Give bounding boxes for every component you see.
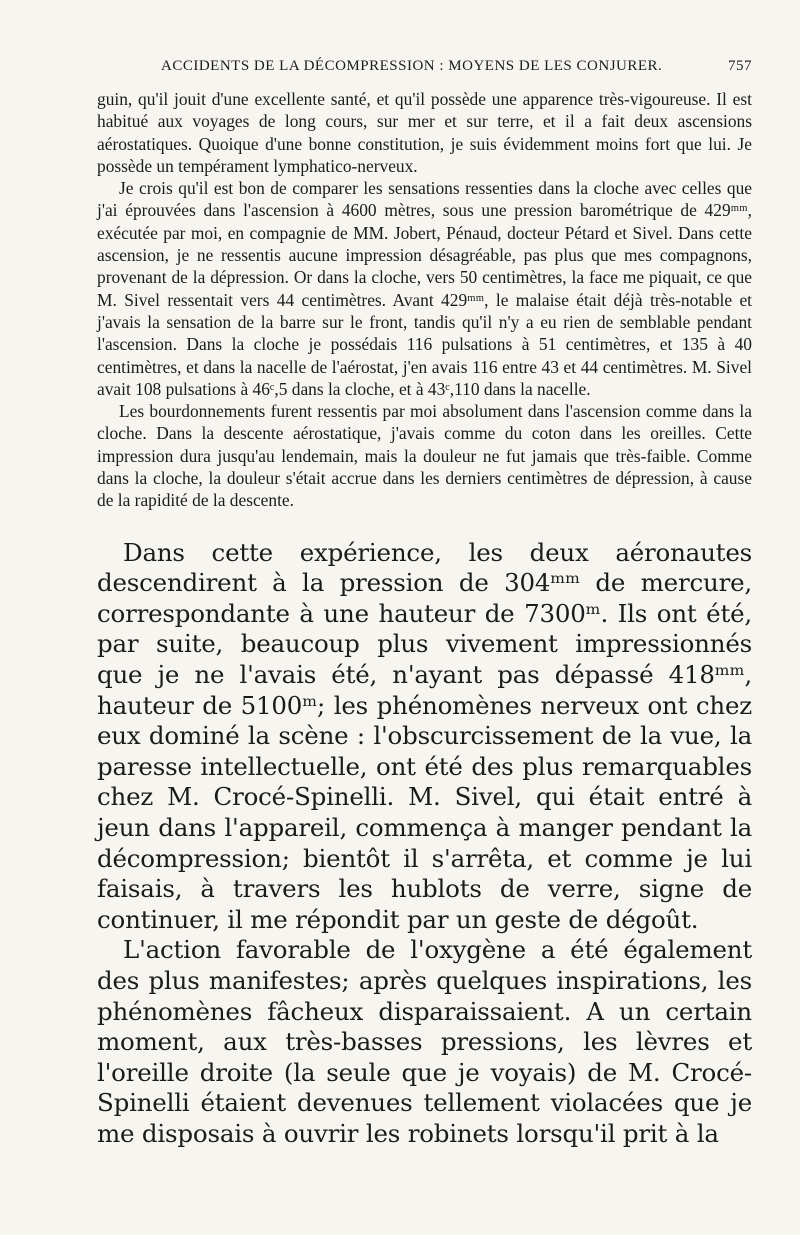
running-title: ACCIDENTS DE LA DÉCOMPRESSION : MOYENS DE LES CONJURER. xyxy=(161,58,663,74)
page-number: 757 xyxy=(728,58,752,74)
paragraph-experience: Dans cette expérience, les deux aéronautes descendirent à la pression de 304ᵐᵐ de mercure, correspondante à une hauteur de 7300ᵐ. Ils ont été, par suite, beaucoup plus vivement impressionnés que je ne l'avais été, n'ayant pas dépassé 418ᵐᵐ, hauteur de 5100ᵐ; les phénomènes nerveux ont chez eux dominé la scène : l'obscurcissement de la vue, la paresse intellectuelle, ont été des plus remarquables chez M. Crocé-Spinelli. M. Sivel, qui était entré à jeun dans l'appareil, commença à manger pendant la décompression; bientôt il s'arrêta, et comme je lui faisais, à travers les hublots de verre, signe de continuer, il me répondit par un geste de dégoût. xyxy=(97,537,752,934)
paragraph-continuation: guin, qu'il jouit d'une excellente santé, et qu'il possède une apparence très-vigoureuse. Il est habitué aux voyages de long cours, sur mer et sur terre, et il a fait deux ascensions aérostatiques. Quoique d'une bonne constitution, je suis évidemment moins fort que lui. Je possède un tempérament lymphatico-nerveux. xyxy=(97,89,752,176)
small-print-section xyxy=(97,88,752,512)
main-text-section xyxy=(97,538,752,1150)
paragraph-comparison: Je crois qu'il est bon de comparer les sensations ressenties dans la cloche avec celles que j'ai éprouvées dans l'ascension à 4600 mètres, sous une pression barométrique de 429ᵐᵐ, exécutée par moi, en compagnie de MM. Jobert, Pénaud, docteur Pétard et Sivel. Dans cette ascension, je ne ressentis aucune impression désagréable, pas plus que mes compagnons, provenant de la dépression. Or dans la cloche, vers 50 centimètres, la face me piquait, ce que M. Sivel ressentait vers 44 centimètres. Avant 429ᵐᵐ, le malaise était déjà très-notable et j'avais la sensation de la barre sur le front, tandis qu'il n'y a eu rien de semblable pendant l'ascension. Dans la cloche je possédais 116 pulsations à 51 centimètres, et 135 à 40 centimètres, et dans la nacelle de l'aérostat, j'en avais 116 entre 43 et 44 centimètres. M. Sivel avait 108 pulsations à 46ᶜ,5 dans la cloche, et à 43ᶜ,110 dans la nacelle. xyxy=(97,178,752,399)
paragraph-oxygene: L'action favorable de l'oxygène a été également des plus manifestes; après quelques inspirations, les phénomènes fâcheux disparaissaient. A un certain moment, aux très-basses pressions, les lèvres et l'oreille droite (la seule que je voyais) de M. Crocé-Spinelli étaient devenues tellement violacées que je me disposais à ouvrir les robinets lorsqu'il prit à la xyxy=(97,935,752,1148)
page-header xyxy=(97,58,752,88)
book-page xyxy=(97,58,752,1150)
paragraph-bourdonnements: Les bourdonnements furent ressentis par moi absolument dans l'ascension comme dans la cloche. Dans la descente aérostatique, j'avais comme du coton dans les oreilles. Cette impression dura jusqu'au lendemain, mais la douleur ne fut jamais que très-faible. Comme dans la cloche, la douleur s'était accrue dans les derniers centimètres de dépression, à cause de la rapidité de la descente. xyxy=(97,401,752,511)
